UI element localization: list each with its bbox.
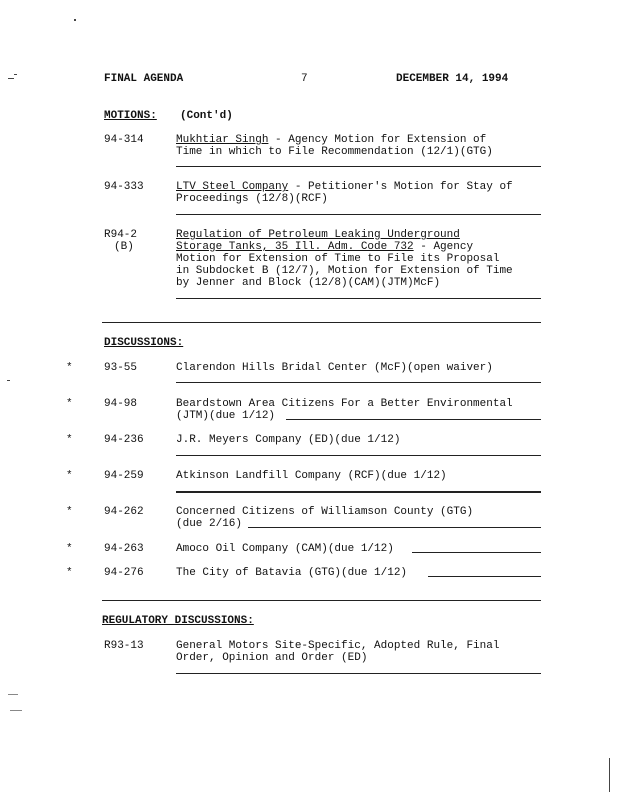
motions-cont-label: (Cont'd) bbox=[180, 110, 233, 122]
star-marker: * bbox=[66, 362, 73, 374]
signature-line bbox=[428, 576, 541, 577]
page-number: 7 bbox=[301, 73, 308, 85]
discussion-line-94-259: Atkinson Landfill Company (RCF)(due 1/12) bbox=[176, 470, 447, 482]
motion-number-r94-2: R94-2 bbox=[104, 229, 138, 241]
regulatory-heading: REGULATORY DISCUSSIONS: bbox=[102, 615, 254, 627]
motion-line-94-333-2: Proceedings (12/8)(RCF) bbox=[176, 193, 328, 205]
motion-regulation-cite: Storage Tanks, 35 Ill. Adm. Code 732 bbox=[176, 241, 414, 253]
discussions-heading: DISCUSSIONS: bbox=[104, 337, 184, 349]
scan-speck bbox=[8, 694, 18, 695]
star-marker: * bbox=[66, 398, 73, 410]
discussion-number-94-236: 94-236 bbox=[104, 434, 144, 446]
motion-line-r94-2-4: in Subdocket B (12/7), Motion for Extension of Time bbox=[176, 265, 513, 277]
motion-number-94-333: 94-333 bbox=[104, 181, 144, 193]
signature-line bbox=[286, 419, 541, 420]
signature-line bbox=[176, 298, 541, 299]
regulatory-line-r93-13-2: Order, Opinion and Order (ED) bbox=[176, 652, 368, 664]
discussion-number-94-263: 94-263 bbox=[104, 543, 144, 555]
discussion-line-94-276: The City of Batavia (GTG)(due 1/12) bbox=[176, 567, 408, 579]
motion-line-r94-2-3: Motion for Extension of Time to File its Proposal bbox=[176, 253, 500, 265]
signature-line bbox=[412, 552, 541, 553]
motion-subdocket: (B) bbox=[114, 241, 134, 253]
motion-party-name: LTV Steel Company bbox=[176, 181, 289, 193]
discussion-number-94-259: 94-259 bbox=[104, 470, 144, 482]
scan-speck bbox=[10, 710, 22, 711]
motion-line-r94-2-5: by Jenner and Block (12/8)(CAM)(JTM)McF) bbox=[176, 277, 441, 289]
motion-line-94-333-1 bbox=[176, 181, 513, 193]
discussion-line-94-98-1: Beardstown Area Citizens For a Better Environmental bbox=[176, 398, 513, 410]
motion-line-94-314-2: Time in which to File Recommendation (12/1)(GTG) bbox=[176, 146, 493, 158]
scan-speck bbox=[7, 380, 10, 381]
motion-party-name: Mukhtiar Singh bbox=[176, 134, 269, 146]
signature-line bbox=[176, 166, 541, 167]
motion-line-94-314-1 bbox=[176, 134, 486, 146]
star-marker: * bbox=[66, 567, 73, 579]
signature-line bbox=[176, 382, 541, 383]
regulatory-number-r93-13: R93-13 bbox=[104, 640, 144, 652]
discussion-line-94-236: J.R. Meyers Company (ED)(due 1/12) bbox=[176, 434, 401, 446]
section-divider bbox=[102, 322, 541, 323]
motion-description: - Agency Motion for Extension of bbox=[268, 134, 487, 146]
discussion-line-94-262-2: (due 2/16) bbox=[176, 518, 243, 530]
scan-speck bbox=[8, 78, 14, 79]
discussion-line-94-262-1: Concerned Citizens of Williamson County (GTG) bbox=[176, 506, 474, 518]
scan-speck bbox=[74, 19, 76, 21]
star-marker: * bbox=[66, 470, 73, 482]
discussion-line-94-263: Amoco Oil Company (CAM)(due 1/12) bbox=[176, 543, 394, 555]
signature-line bbox=[176, 673, 541, 674]
motions-heading: MOTIONS: bbox=[104, 110, 157, 122]
motion-description: - Agency bbox=[413, 241, 474, 253]
regulatory-line-r93-13-1: General Motors Site-Specific, Adopted Rule, Final bbox=[176, 640, 500, 652]
star-marker: * bbox=[66, 506, 73, 518]
signature-line bbox=[176, 491, 541, 493]
section-divider bbox=[102, 600, 541, 601]
motion-line-r94-2-1: Regulation of Petroleum Leaking Underground bbox=[176, 229, 460, 241]
signature-line bbox=[248, 527, 541, 528]
discussion-line-94-98-2: (JTM)(due 1/12) bbox=[176, 410, 276, 422]
star-marker: * bbox=[66, 543, 73, 555]
discussion-number-94-276: 94-276 bbox=[104, 567, 144, 579]
header-title: FINAL AGENDA bbox=[104, 73, 184, 85]
header-date: DECEMBER 14, 1994 bbox=[396, 73, 509, 85]
discussion-line-93-55: Clarendon Hills Bridal Center (McF)(open waiver) bbox=[176, 362, 493, 374]
scan-edge-mark bbox=[609, 758, 610, 792]
signature-line bbox=[176, 455, 541, 456]
discussion-number-94-262: 94-262 bbox=[104, 506, 144, 518]
signature-line bbox=[176, 214, 541, 215]
motion-line-r94-2-2 bbox=[176, 241, 473, 253]
discussion-number-94-98: 94-98 bbox=[104, 398, 138, 410]
discussion-number-93-55: 93-55 bbox=[104, 362, 138, 374]
scan-speck bbox=[14, 74, 17, 75]
star-marker: * bbox=[66, 434, 73, 446]
motion-description: - Petitioner's Motion for Stay of bbox=[288, 181, 513, 193]
motion-number-94-314: 94-314 bbox=[104, 134, 144, 146]
